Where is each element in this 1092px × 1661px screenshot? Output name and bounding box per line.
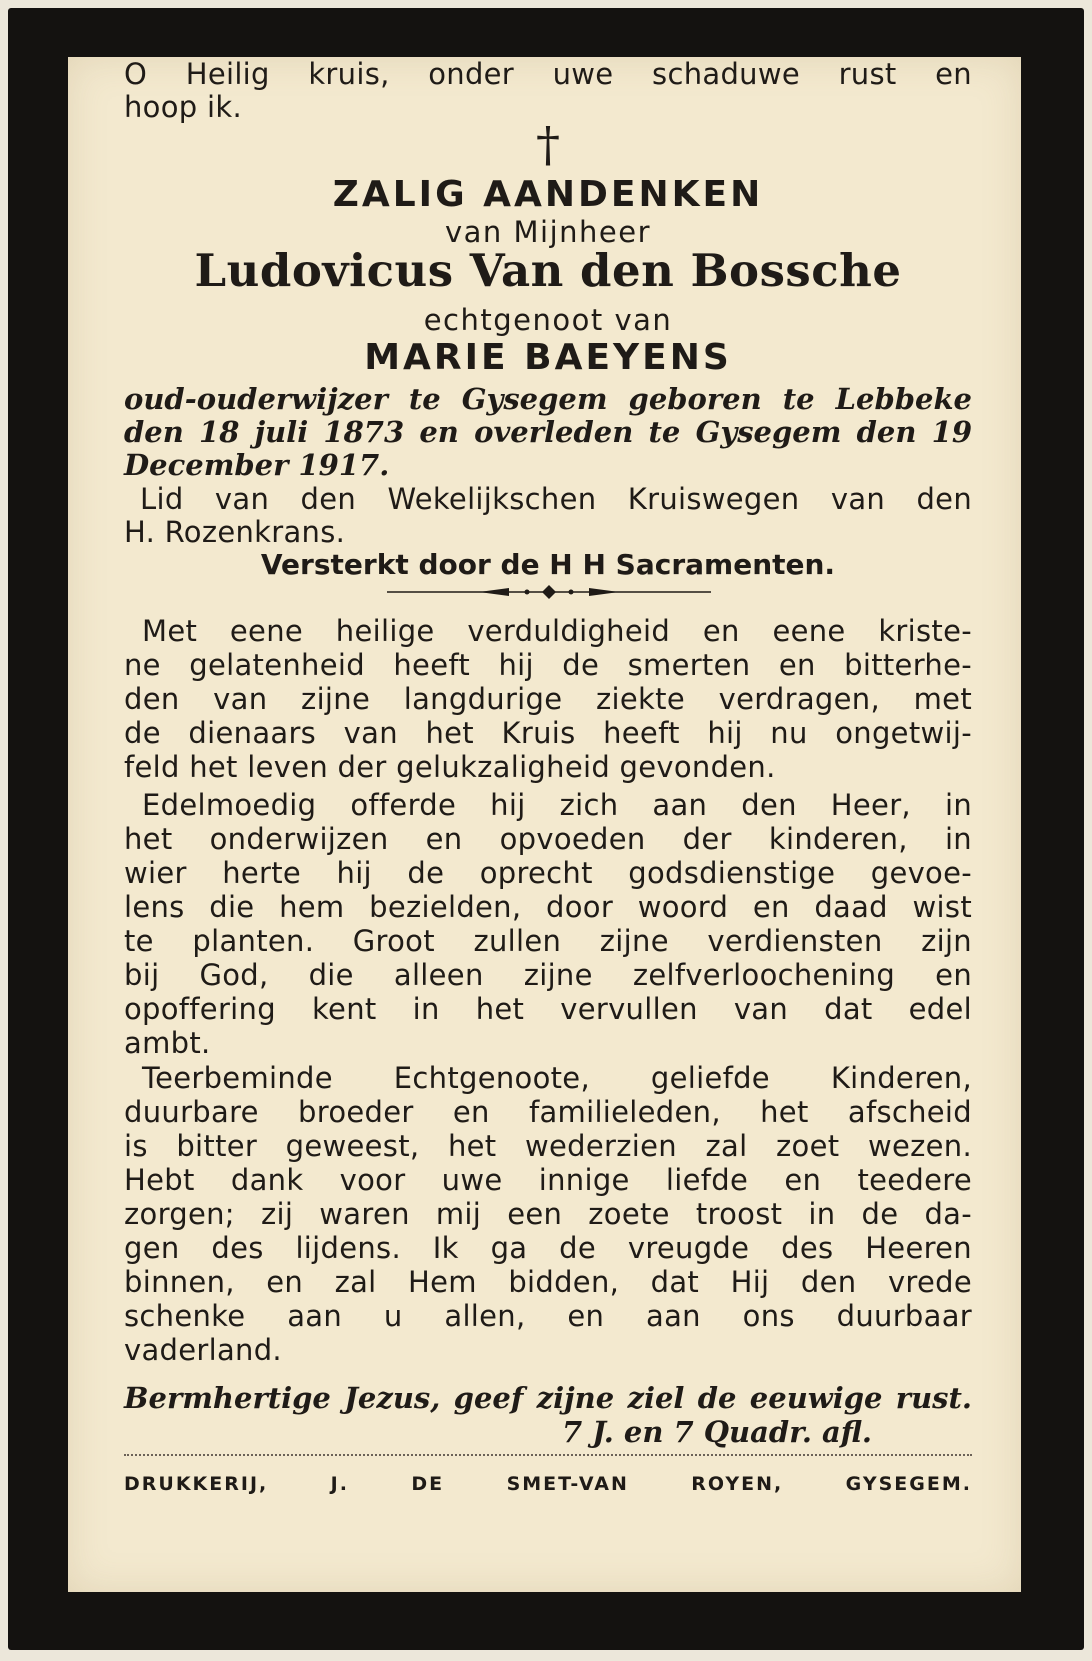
paragraph-2-line-3: wier herte hij de oprecht godsdienstige gevoe-: [124, 856, 972, 890]
paragraph-2-line-6: bij God, die alleen zijne zelfverloochening en: [124, 958, 972, 992]
indulgence-note: 7 J. en 7 Quadr. afl.: [561, 1415, 872, 1449]
paragraph-2-line-5: te planten. Groot zullen zijne verdiensten zijn: [124, 924, 972, 958]
paragraph-3-line-1: Teerbeminde Echtgenoote, geliefde Kinderen,: [142, 1061, 972, 1095]
cross-icon: †: [536, 117, 560, 173]
honorific: van Mijnheer: [444, 215, 652, 249]
epigraph-line-2: hoop ik.: [124, 90, 242, 124]
paragraph-3-line-9: vaderland.: [124, 1333, 282, 1367]
paragraph-2-line-7: opoffering kent in het vervullen van dat edel: [124, 992, 972, 1026]
ornamental-divider: [387, 584, 711, 600]
biography-line-1: oud-ouderwijzer te Gysegem geboren te Lebbeke: [124, 382, 972, 416]
paragraph-3-line-8: schenke aan u allen, en aan ons duurbaar: [124, 1299, 972, 1333]
paragraph-3-line-5: zorgen; zij waren mij een zoete troost in de da-: [124, 1197, 972, 1231]
card-heading: ZALIG AANDENKEN: [332, 174, 764, 215]
paragraph-1-line-3: den van zijne langdurige ziekte verdragen, met: [124, 682, 972, 716]
deceased-name: Ludovicus Van den Bossche: [194, 244, 902, 297]
paragraph-3-line-4: Hebt dank voor uwe innige liefde en teedere: [124, 1163, 972, 1197]
closing-prayer: Bermhertige Jezus, geef zijne ziel de eeuwige rust.: [124, 1381, 972, 1415]
paragraph-3-line-3: is bitter geweest, het wederzien zal zoet wezen.: [124, 1129, 972, 1163]
spouse-prefix: echtgenoot van: [423, 303, 673, 337]
paragraph-1-line-5: feld het leven der gelukzaligheid gevonden.: [124, 750, 776, 784]
paragraph-2-line-1: Edelmoedig offerde hij zich aan den Heer, in: [142, 788, 972, 822]
sacraments-line: Versterkt door de H H Sacramenten.: [260, 548, 836, 581]
paragraph-2-line-2: het onderwijzen en opvoeden der kinderen, in: [124, 822, 972, 856]
spouse-name: MARIE BAEYENS: [364, 337, 732, 378]
memorial-card: [68, 57, 1021, 1592]
printer-imprint: DRUKKERIJ, J. DE SMET-VAN ROYEN, GYSEGEM.: [124, 1473, 972, 1495]
paragraph-2-line-4: lens die hem bezielden, door woord en daad wist: [124, 890, 972, 924]
paragraph-2-line-8: ambt.: [124, 1026, 211, 1060]
paragraph-3-line-2: duurbare broeder en familieleden, het afscheid: [124, 1095, 972, 1129]
paragraph-3-line-6: gen des lijdens. Ik ga de vreugde des Heeren: [124, 1231, 972, 1265]
paragraph-1-line-2: ne gelatenheid heeft hij de smerten en bitterhe-: [124, 648, 972, 682]
membership-line-2: H. Rozenkrans.: [124, 515, 346, 549]
membership-line-1: Lid van den Wekelijkschen Kruiswegen van den: [140, 482, 972, 516]
epigraph-line-1: O Heilig kruis, onder uwe schaduwe rust en: [124, 57, 972, 91]
biography-line-2: den 18 juli 1873 en overleden te Gysegem den 19: [124, 415, 972, 449]
paragraph-3-line-7: binnen, en zal Hem bidden, dat Hij den vrede: [124, 1265, 972, 1299]
paragraph-1-line-4: de dienaars van het Kruis heeft hij nu ongetwij-: [124, 716, 972, 750]
biography-line-3: December 1917.: [124, 448, 390, 482]
footer-rule: [124, 1454, 972, 1456]
paragraph-1-line-1: Met eene heilige verduldigheid en eene kriste-: [142, 614, 972, 648]
